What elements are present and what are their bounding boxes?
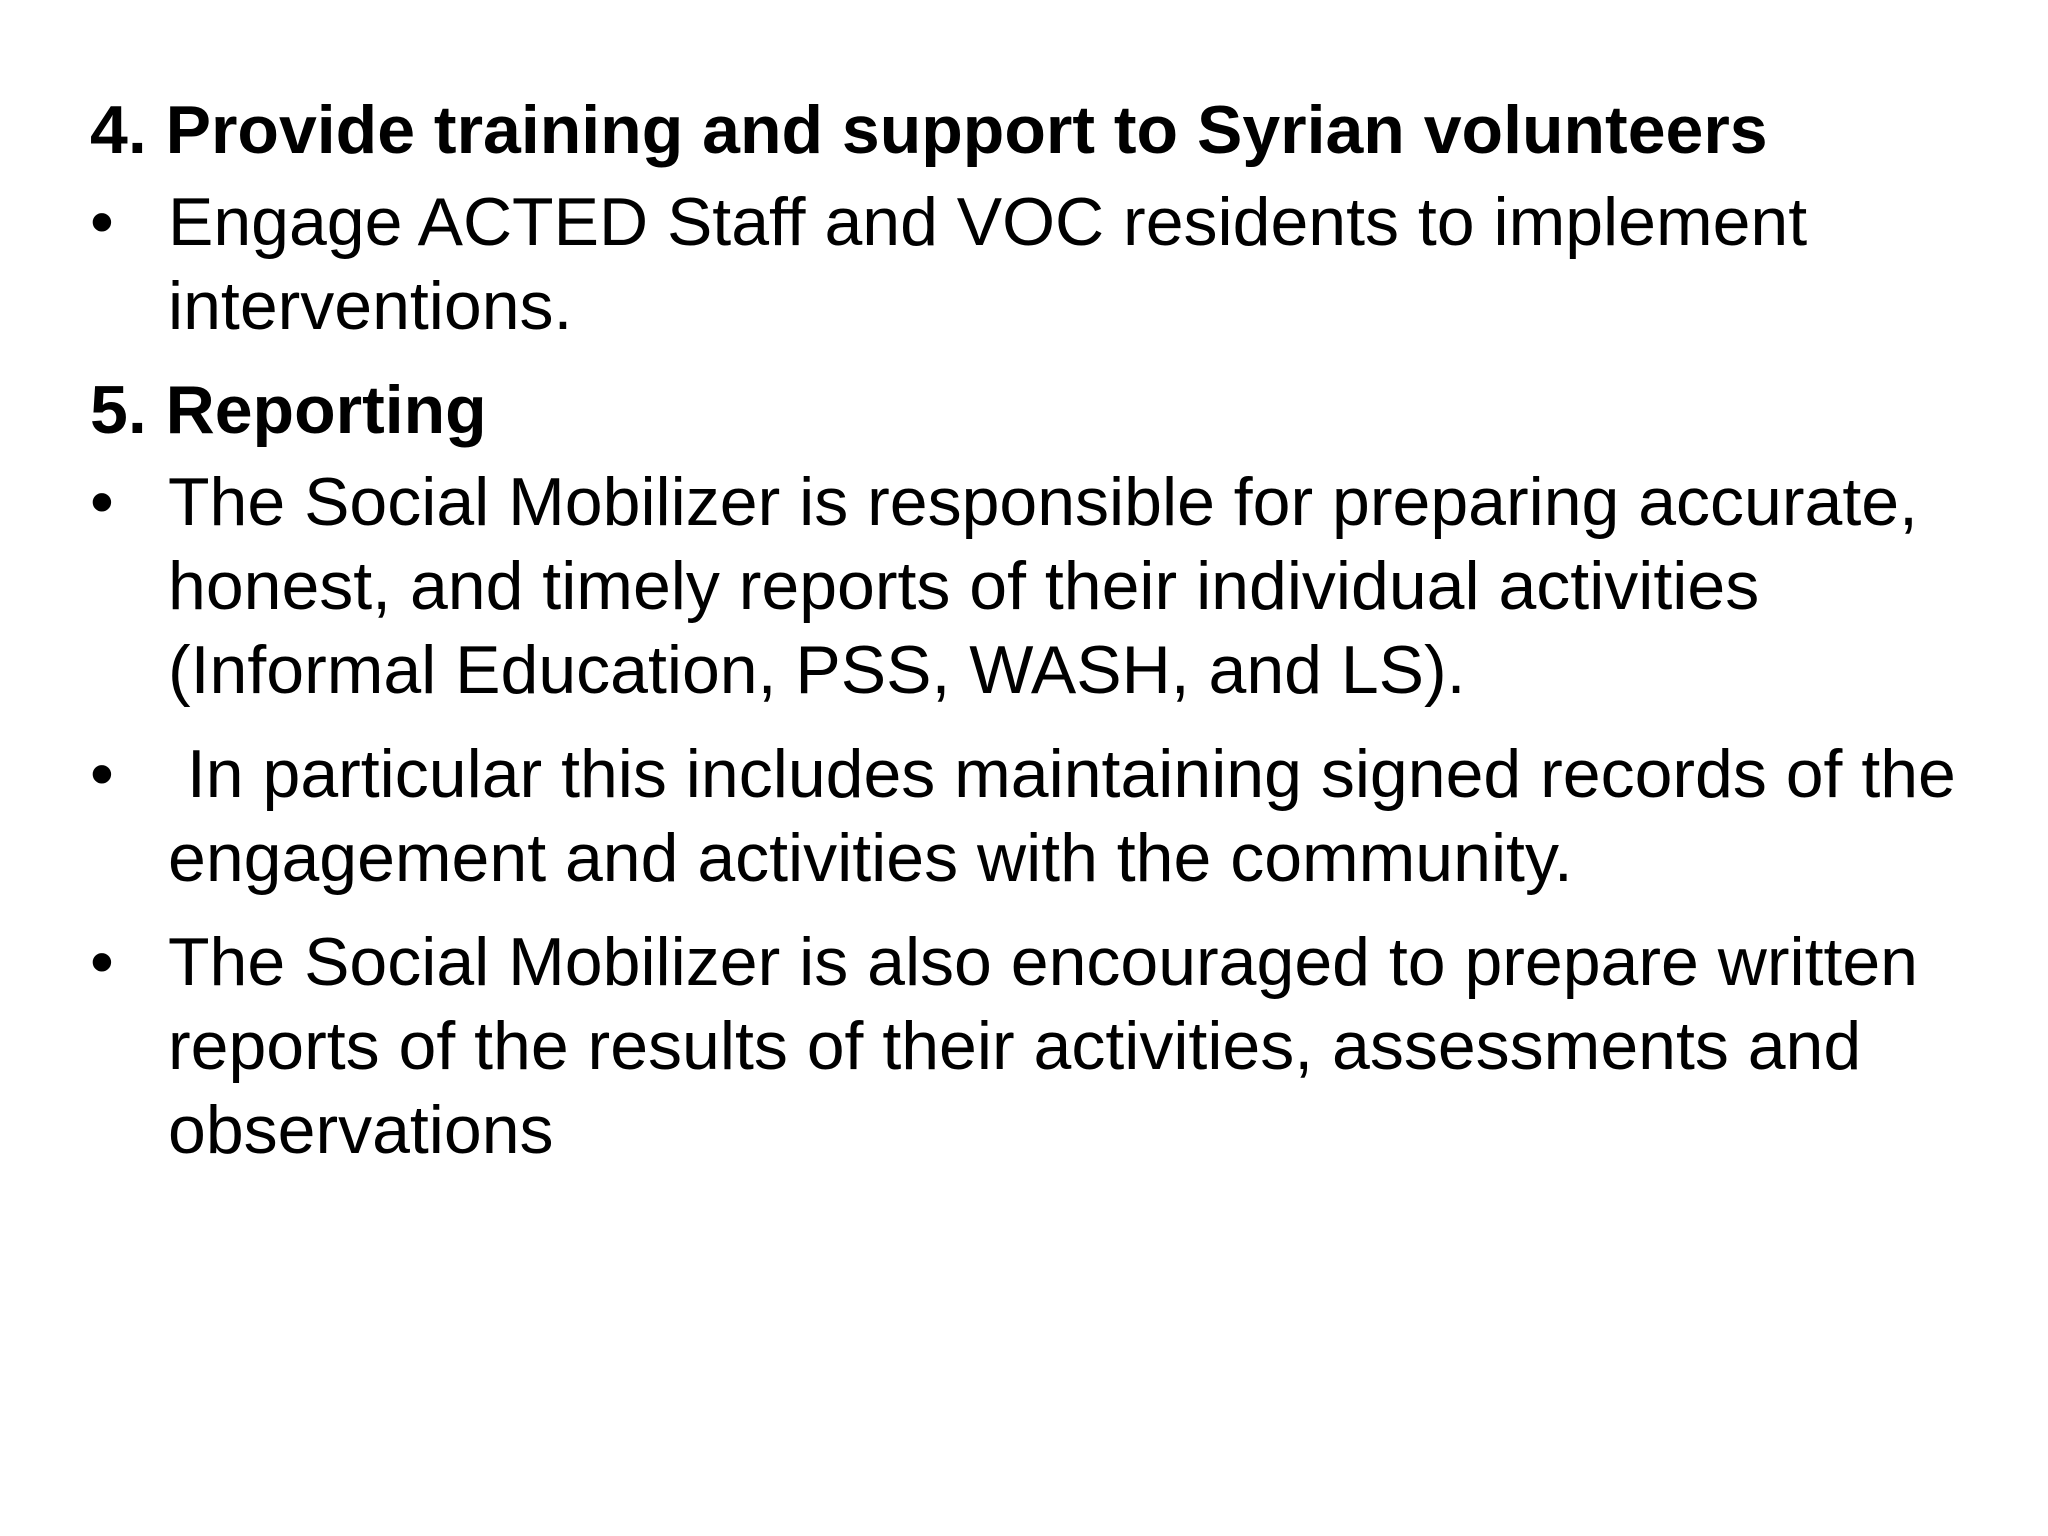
bullet-marker: •	[90, 736, 114, 812]
bullet-item	[90, 732, 2020, 900]
bullet-item	[90, 180, 2020, 348]
bullet-marker: •	[90, 924, 114, 1000]
bullet-text: In particular this includes maintaining signed records of the engagement and activities with the community.	[168, 736, 1975, 896]
bullet-marker: •	[90, 184, 114, 260]
bullet-item	[90, 920, 2020, 1172]
section-heading-reporting: 5. Reporting	[90, 372, 487, 448]
bullet-item	[90, 460, 2020, 712]
bullet-text: The Social Mobilizer is also encouraged to prepare written reports of the results of their activities, assessments and observations	[168, 924, 1919, 1168]
section-heading-training: 4. Provide training and support to Syrian volunteers	[90, 92, 1768, 168]
bullet-marker: •	[90, 464, 114, 540]
bullet-text: The Social Mobilizer is responsible for preparing accurate, honest, and timely reports of their individual activities (Informal Education, PSS, WASH, and LS).	[168, 464, 1918, 708]
slide-content	[90, 88, 2020, 1172]
bullet-text: Engage ACTED Staff and VOC residents to implement interventions.	[168, 184, 1808, 344]
